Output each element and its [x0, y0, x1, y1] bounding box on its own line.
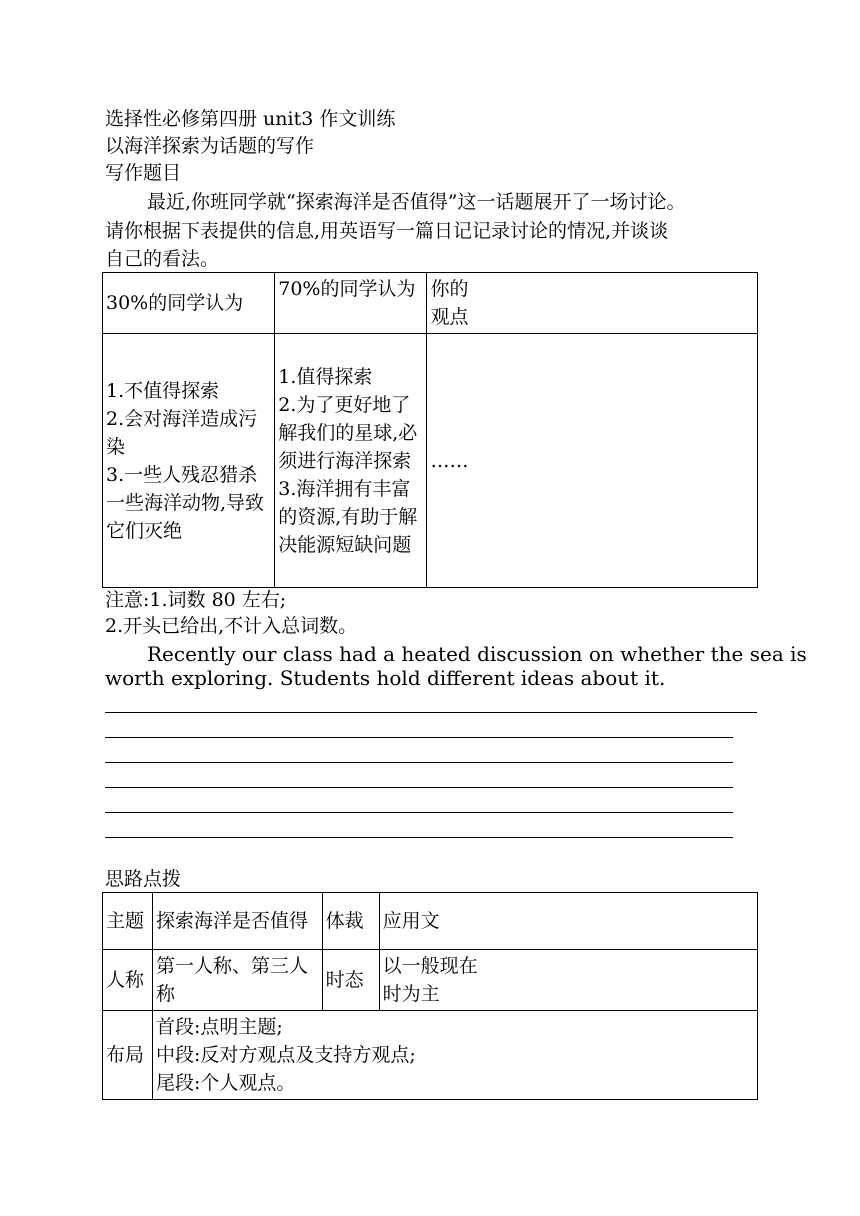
col1-item-1: 1.不值得探索 — [106, 379, 220, 402]
tips-table — [102, 892, 758, 1100]
col1-item-2: 2.会对海洋造成污染 — [106, 407, 258, 458]
note-line-2: 2.开头已给出,不计入总词数。 — [105, 615, 358, 637]
opening-line-2: worth exploring. Students hold different ideas about it. — [105, 666, 666, 690]
prompt-line-1: 最近,你班同学就“探索海洋是否值得”这一话题展开了一场讨论。 — [147, 191, 686, 213]
col1-item-3: 3.一些人残忍猎杀一些海洋动物,导致它们灭绝 — [106, 463, 265, 542]
person-label: 人称 — [103, 950, 153, 1011]
theme-label: 主题 — [103, 893, 153, 950]
theme-value: 探索海洋是否值得 — [152, 893, 322, 950]
tips-label: 思路点拨 — [105, 868, 182, 890]
layout-line-1: 首段:点明主题; — [155, 1016, 283, 1038]
header-70-percent: 70%的同学认为 — [275, 273, 427, 334]
tense-value — [379, 950, 757, 1011]
section-label: 写作题目 — [105, 162, 182, 184]
header-your-view-text: 你的观点 — [430, 278, 469, 328]
writing-line[interactable] — [105, 762, 733, 763]
col1-cell — [103, 334, 275, 588]
layout-line-2: 中段:反对方观点及支持方观点; — [155, 1044, 416, 1066]
genre-label: 体裁 — [322, 893, 379, 950]
col3-ellipsis: …… — [430, 449, 469, 472]
col2-item-2: 2.为了更好地了解我们的星球,必须进行海洋探索 — [278, 393, 418, 472]
tense-value-text: 以一般现在时为主 — [382, 955, 478, 1005]
prompt-line-2: 请你根据下表提供的信息,用英语写一篇日记记录讨论的情况,并谈谈 — [105, 220, 669, 242]
col3-cell — [427, 334, 758, 588]
opening-line-1: Recently our class had a heated discussion on whether the sea is — [147, 642, 807, 666]
col2-item-3: 3.海洋拥有丰富的资源,有助于解决能源短缺问题 — [278, 477, 418, 556]
col2-cell — [275, 334, 427, 588]
header-30-percent: 30%的同学认为 — [103, 273, 275, 334]
writing-line[interactable] — [105, 787, 733, 788]
writing-line[interactable] — [105, 812, 733, 813]
note-line-1: 注意:1.词数 80 左右; — [105, 589, 287, 611]
writing-line[interactable] — [105, 737, 733, 738]
writing-line[interactable] — [105, 837, 733, 838]
header-your-view — [427, 273, 758, 334]
prompt-line-3: 自己的看法。 — [105, 248, 220, 270]
topic-title: 以海洋探索为话题的写作 — [105, 135, 315, 157]
writing-line[interactable] — [105, 712, 757, 713]
layout-value — [152, 1011, 757, 1100]
info-table — [102, 272, 758, 588]
layout-line-3: 尾段:个人观点。 — [155, 1072, 296, 1094]
col2-item-1: 1.值得探索 — [278, 365, 373, 388]
genre-value: 应用文 — [379, 893, 757, 950]
person-value: 第一人称、第三人称 — [152, 950, 322, 1011]
layout-label: 布局 — [103, 1011, 153, 1100]
document-title: 选择性必修第四册 unit3 作文训练 — [105, 108, 396, 130]
tense-label: 时态 — [322, 950, 379, 1011]
